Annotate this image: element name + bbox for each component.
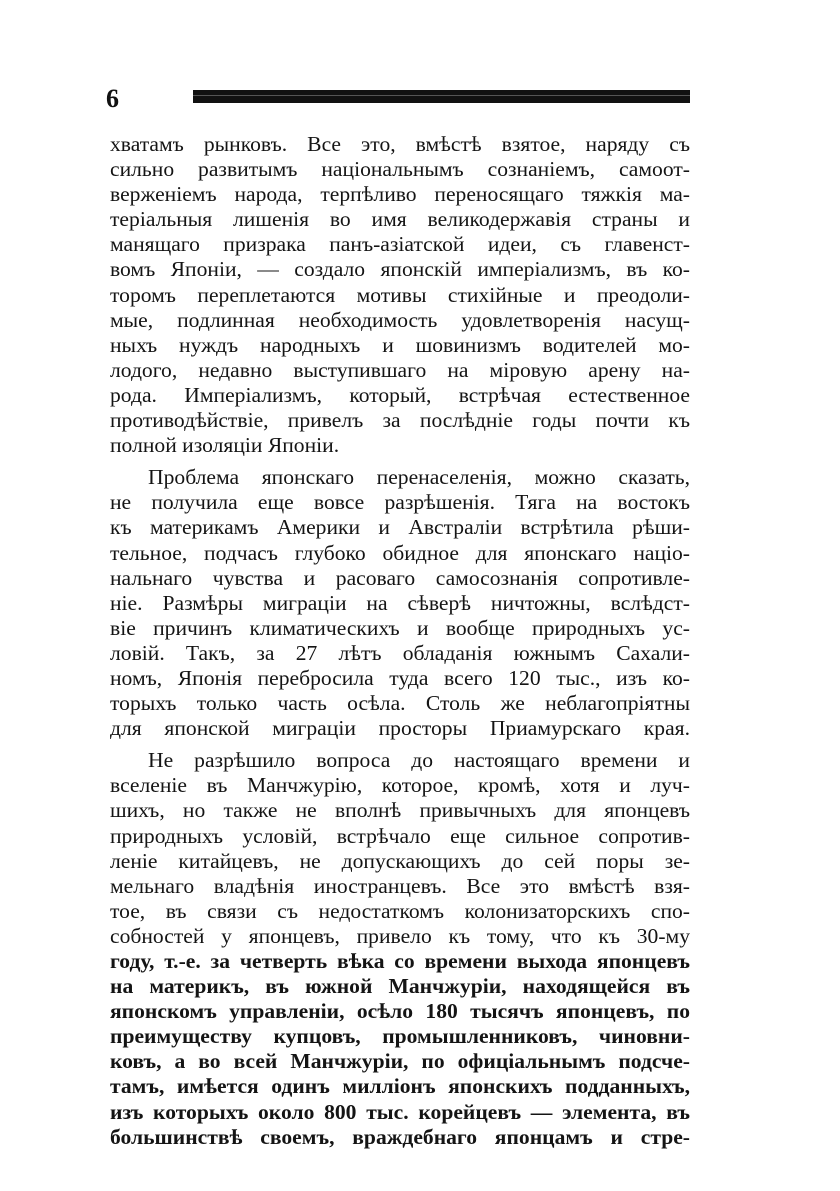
text-line: рода. Имперіализмъ, который, встрѣчая естественное [110,382,690,407]
text-line: на материкъ, въ южной Манчжуріи, находящейся въ [110,974,690,999]
text-line: номъ, Японія перебросила туда всего 120 тыс., изъ ко- [110,665,690,690]
text-line: не получила еще вовсе разрѣшенія. Тяга на востокъ [110,490,690,515]
header-rule [193,90,690,103]
text-line: верженіемъ народа, терпѣливо переносящаго тяжкія ма- [110,182,690,207]
paragraph-1 [110,132,690,458]
page-number: 6 [106,84,119,113]
text-line: японскомъ управленіи, осѣло 180 тысячъ японцевъ, по [110,999,690,1024]
text-line: преимуществу купцовъ, промышленниковъ, чиновни- [110,1024,690,1049]
text-line: віе причинъ климатическихъ и вообще природныхъ ус- [110,615,690,640]
text-line: противодѣйствіе, привелъ за послѣдніе годы почти къ [110,408,690,433]
text-line: мые, подлинная необходимость удовлетворенія насущ- [110,307,690,332]
text-line: торомъ переплетаются мотивы стихійные и преодоли- [110,282,690,307]
text-line: году, т.-е. за четверть вѣка со времени выхода японцевъ [110,949,690,973]
text-line: хватамъ рынковъ. Все это, вмѣстѣ взятое, наряду съ [110,132,690,156]
paragraph-2 [110,465,690,741]
text-line: для японской миграціи просторы Приамурскаго края. [110,716,690,741]
text-line: Не разрѣшило вопроса до настоящаго времени и [148,748,690,773]
text-line: изъ которыхъ около 800 тыс. корейцевъ — элемента, въ [110,1099,690,1124]
text-line: манящаго призрака панъ-азіатской идеи, съ главенст- [110,232,690,257]
text-line: мельнаго владѣнія иностранцевъ. Все это вмѣстѣ взя- [110,873,690,898]
text-line: ковъ, а во всей Манчжуріи, по офиціальнымъ подсче- [110,1049,690,1074]
text-line: теріальныя лишенія во имя великодержавія страны и [110,207,690,232]
text-line: торыхъ только часть осѣла. Столь же неблагопріятны [110,691,690,716]
text-line: Проблема японскаго перенаселенія, можно сказать, [148,465,690,490]
text-line: нальнаго чувства и расоваго самосознанія сопротивле- [110,565,690,590]
text-line: къ материкамъ Америки и Австраліи встрѣтила рѣши- [110,515,690,540]
text-line: полной изоляціи Японіи. [110,433,340,458]
text-line: тельное, подчасъ глубоко обидное для японскаго націо- [110,540,690,565]
paragraph-3 [110,748,690,1150]
text-line: лодого, недавно выступившаго на міровую арену на- [110,357,690,382]
text-line: вселеніе въ Манчжурію, которое, кромѣ, хотя и луч- [110,773,690,798]
text-line: тое, въ связи съ недостаткомъ колонизаторскихъ спо- [110,898,690,923]
text-line: ніе. Размѣры миграціи на сѣверѣ ничтожны, вслѣдст- [110,590,690,615]
text-line: тамъ, имѣется одинъ милліонъ японскихъ подданныхъ, [110,1074,690,1099]
text-line: сильно развитымъ національнымъ сознаніемъ, самоот- [110,157,690,182]
text-line: большинствѣ своемъ, враждебнаго японцамъ и стре- [110,1124,690,1149]
text-line: природныхъ условій, встрѣчало еще сильное сопротив- [110,823,690,848]
text-line: шихъ, но также не вполнѣ привычныхъ для японцевъ [110,798,690,823]
text-line: леніе китайцевъ, не допускающихъ до сей поры зе- [110,848,690,873]
text-line: ныхъ нуждъ народныхъ и шовинизмъ водителей мо- [110,332,690,357]
text-line: вомъ Японіи, — создало японскій имперіализмъ, въ ко- [110,257,690,282]
text-line: ловій. Такъ, за 27 лѣтъ обладанія южнымъ Сахали- [110,640,690,665]
text-line: собностей у японцевъ, привело къ тому, что къ 30-му [110,923,690,948]
body-text [110,132,690,1150]
